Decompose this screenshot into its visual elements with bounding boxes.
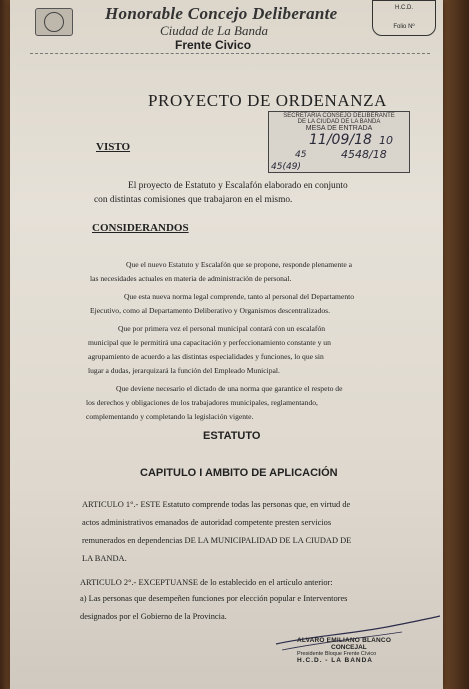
stamp-number: 45 xyxy=(295,150,307,160)
signature-name: ALVARO EMILIANO BLANCO xyxy=(297,637,392,644)
considerando-line: Que por primera vez el personal municipal contará con un escalafón xyxy=(118,324,326,333)
estatuto-heading: ESTATUTO xyxy=(203,430,261,442)
articulo1-line: LA BANDA. xyxy=(82,554,127,563)
stamp-number-hand: 4548/18 xyxy=(341,148,387,161)
articulo1-line: ARTICULO 1°.- ESTE Estatuto comprende todas las personas que, en virtud de xyxy=(82,500,351,509)
desk-right-edge xyxy=(443,0,469,689)
articulo2-line: a) Las personas que desempeñen funciones por elección popular e Interventores xyxy=(80,594,348,603)
articulo1-line: actos administrativos emanados de autoridad competente presten servicios xyxy=(82,518,332,527)
considerando-line: Ejecutivo, como al Departamento Deliberativo y Organismos descentralizados. xyxy=(90,306,331,315)
considerando-line: Que deviene necesario el dictado de una norma que garantice el respeto de xyxy=(116,384,343,393)
coat-of-arms-icon xyxy=(35,8,73,36)
hcd-folio-stamp: H.C.D. Folio Nº xyxy=(372,0,436,36)
desk-left-edge xyxy=(0,0,10,689)
signature-line4: H.C.D. - LA BANDA xyxy=(297,657,373,664)
institution-title: Honorable Concejo Deliberante xyxy=(105,4,338,23)
considerando-line: las necesidades actuales en materia de administración de personal. xyxy=(90,274,292,283)
visto-line: El proyecto de Estatuto y Escalafón elaborado en conjunto xyxy=(128,181,348,191)
entry-stamp: SECRETARIA CONSEJO DELIBERANTE DE LA CIUDAD DE LA BANDA MESA DE ENTRADA 11/09/18 10 45 4548/18 45(49) xyxy=(268,111,410,173)
considerando-line: los derechos y obligaciones de los trabajadores municipales, reglamentando, xyxy=(86,398,318,407)
considerando-line: complementando y completando la legislación vigente. xyxy=(86,412,254,421)
considerando-line: municipal que le permitirá una capacitación y perfeccionamiento constante y un xyxy=(88,338,331,347)
articulo2-line: designados por el Gobierno de la Provincia. xyxy=(80,612,227,621)
considerando-line: Que el nuevo Estatuto y Escalafón que se propone, responde plenamente a xyxy=(126,260,353,269)
stamp-ref-hand: 45(49) xyxy=(271,162,301,172)
considerandos-heading: CONSIDERANDOS xyxy=(92,222,189,234)
visto-heading: VISTO xyxy=(96,141,131,153)
visto-line: con distintas comisiones que trabajaron en el mismo. xyxy=(94,195,293,205)
document-title: PROYECTO DE ORDENANZA xyxy=(148,91,387,110)
header-divider xyxy=(30,53,430,54)
signature-role: CONCEJAL xyxy=(331,644,367,651)
considerando-line: Que esta nueva norma legal comprende, tanto al personal del Departamento xyxy=(124,292,355,301)
articulo1-line: remunerados en dependencias DE LA MUNICIPALIDAD DE LA CIUDAD DE xyxy=(82,536,352,545)
stamp-date: 11/09/18 xyxy=(309,132,372,148)
considerando-line: lugar a dudas, jerarquizará la función del Empleado Municipal. xyxy=(88,366,280,375)
document-page xyxy=(10,0,443,689)
signature-block xyxy=(297,637,417,664)
capitulo-heading: CAPITULO I AMBITO DE APLICACIÓN xyxy=(140,467,338,479)
institution-city: Ciudad de La Banda xyxy=(160,23,268,38)
signature-line3: Presidente Bloque Frente Cívico xyxy=(297,651,377,657)
considerando-line: agrupamiento de acuerdo a las distintas especialidades y funciones, lo que sin xyxy=(88,352,324,361)
articulo2-line: ARTICULO 2°.- EXCEPTUANSE de lo establecido en el artículo anterior: xyxy=(80,578,333,587)
stamp-hour: 10 xyxy=(379,134,393,147)
political-block: Frente Civico xyxy=(175,38,252,52)
